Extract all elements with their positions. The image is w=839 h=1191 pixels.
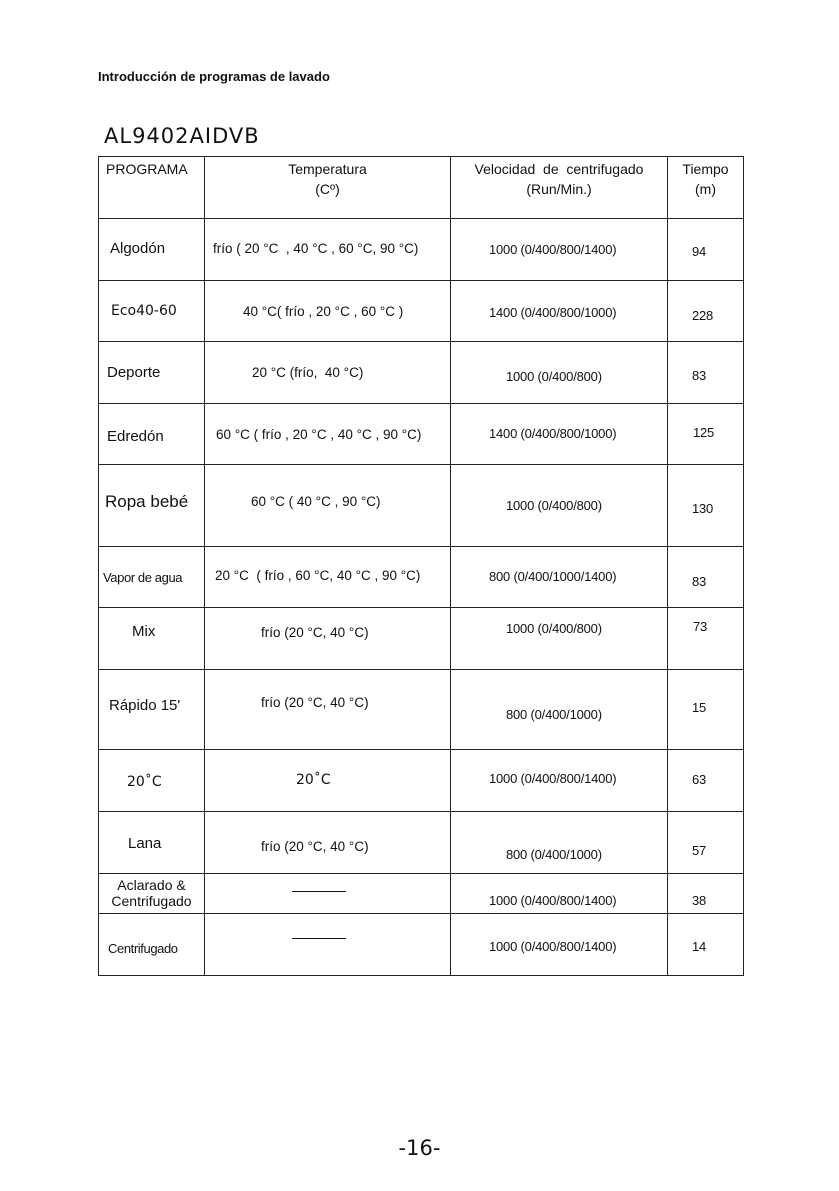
speed-value: 1400 (0/400/800/1000) — [489, 426, 617, 441]
program-name: Deporte — [107, 364, 161, 381]
temperature-value: 60 °C ( frío , 20 °C , 40 °C , 90 °C) — [216, 427, 422, 442]
time-value: 14 — [692, 939, 707, 954]
header-speed-line2: (Run/Min.) — [526, 181, 592, 197]
program-cell — [99, 404, 205, 465]
time-cell — [668, 750, 744, 812]
program-name: Mix — [132, 623, 156, 640]
table-row — [99, 219, 744, 281]
speed-value: 800 (0/400/1000) — [506, 847, 602, 862]
speed-cell — [451, 874, 668, 914]
header-speed-line1: Velocidad de centrifugado — [474, 161, 644, 177]
program-name: Algodón — [110, 240, 166, 257]
speed-cell — [451, 608, 668, 670]
time-cell — [668, 281, 744, 342]
temperature-cell — [205, 812, 451, 874]
temperature-value: 20˚C — [296, 772, 331, 788]
header-temperature-line2: (Cº) — [315, 181, 340, 197]
header-program-label: PROGRAMA — [106, 161, 188, 177]
temperature-value: 20 °C (frío, 40 °C) — [252, 365, 364, 380]
time-value: 15 — [692, 700, 707, 715]
program-name: Lana — [128, 835, 162, 852]
temperature-cell — [205, 547, 451, 608]
time-cell — [668, 874, 744, 914]
program-name: Rápido 15' — [109, 697, 181, 714]
time-value: 57 — [692, 843, 707, 858]
temperature-cell — [205, 219, 451, 281]
speed-cell — [451, 465, 668, 547]
speed-value: 1000 (0/400/800) — [506, 498, 602, 513]
time-value: 125 — [693, 425, 715, 440]
program-name: Edredón — [107, 428, 164, 445]
time-cell — [668, 670, 744, 750]
speed-value: 1000 (0/400/800) — [506, 369, 602, 384]
time-value: 83 — [692, 574, 707, 589]
table-row — [99, 608, 744, 670]
table-row — [99, 465, 744, 547]
speed-cell — [451, 750, 668, 812]
page-number: -16- — [398, 1136, 441, 1160]
time-value: 130 — [692, 501, 714, 516]
time-cell — [668, 608, 744, 670]
time-value: 63 — [692, 772, 707, 787]
header-time-line1: Tiempo — [682, 161, 729, 177]
program-name: Eco40-60 — [111, 303, 177, 319]
time-cell — [668, 404, 744, 465]
temperature-value: 60 °C ( 40 °C , 90 °C) — [251, 494, 381, 509]
time-cell — [668, 914, 744, 976]
table-row — [99, 914, 744, 976]
table-row — [99, 812, 744, 874]
program-cell — [99, 342, 205, 404]
program-cell — [99, 281, 205, 342]
temperature-cell — [205, 404, 451, 465]
program-cell — [99, 874, 205, 914]
table-row — [99, 281, 744, 342]
table-row — [99, 750, 744, 812]
speed-cell — [451, 281, 668, 342]
temperature-cell — [205, 670, 451, 750]
program-cell — [99, 750, 205, 812]
temperature-value: 40 °C( frío , 20 °C , 60 °C ) — [243, 304, 404, 319]
table-row — [99, 547, 744, 608]
temperature-value: frío (20 °C, 40 °C) — [261, 839, 369, 854]
table-row — [99, 342, 744, 404]
speed-value: 1000 (0/400/800/1400) — [489, 242, 617, 257]
program-name: Centrifugado — [108, 941, 178, 956]
temperature-cell — [205, 342, 451, 404]
header-speed — [451, 157, 668, 219]
speed-cell — [451, 219, 668, 281]
section-heading: Introducción de programas de lavado — [98, 69, 330, 84]
program-name — [99, 874, 204, 909]
speed-cell — [451, 812, 668, 874]
time-cell — [668, 219, 744, 281]
temperature-value: frío ( 20 °C , 40 °C , 60 °C, 90 °C) — [213, 241, 419, 256]
temperature-cell — [205, 608, 451, 670]
speed-value: 1000 (0/400/800) — [506, 621, 602, 636]
speed-value: 800 (0/400/1000/1400) — [489, 569, 617, 584]
speed-value: 1000 (0/400/800/1400) — [489, 771, 617, 786]
header-time-line2: (m) — [695, 181, 716, 197]
program-cell — [99, 608, 205, 670]
temperature-none — [205, 874, 450, 892]
program-name: Vapor de agua — [103, 570, 183, 585]
header-program — [99, 157, 205, 219]
program-name-line2: Centrifugado — [111, 893, 192, 909]
time-value: 94 — [692, 244, 707, 259]
program-cell — [99, 547, 205, 608]
time-value: 38 — [692, 893, 707, 908]
temperature-none — [205, 914, 450, 939]
time-cell — [668, 812, 744, 874]
time-value: 73 — [693, 619, 708, 634]
program-name: 20˚C — [127, 774, 162, 790]
dash-line — [292, 938, 346, 939]
temperature-value: frío (20 °C, 40 °C) — [261, 695, 369, 710]
header-row — [99, 157, 744, 219]
speed-cell — [451, 547, 668, 608]
header-temperature — [205, 157, 451, 219]
speed-cell — [451, 670, 668, 750]
temperature-cell — [205, 914, 451, 976]
table-row — [99, 404, 744, 465]
speed-value: 1400 (0/400/800/1000) — [489, 305, 617, 320]
temperature-value: 20 °C ( frío , 60 °C, 40 °C , 90 °C) — [215, 568, 421, 583]
program-cell — [99, 812, 205, 874]
speed-cell — [451, 342, 668, 404]
program-cell — [99, 465, 205, 547]
programs-table — [98, 156, 744, 976]
program-name-line1: Aclarado & — [117, 877, 186, 893]
program-cell — [99, 670, 205, 750]
program-cell — [99, 219, 205, 281]
model-number: AL9402AIDVB — [104, 124, 260, 148]
temperature-cell — [205, 281, 451, 342]
header-temperature-line1: Temperatura — [288, 161, 367, 177]
speed-value: 1000 (0/400/800/1400) — [489, 939, 617, 954]
time-value: 83 — [692, 368, 707, 383]
program-name: Ropa bebé — [105, 492, 189, 511]
dash-line — [292, 891, 346, 892]
temperature-cell — [205, 750, 451, 812]
speed-cell — [451, 404, 668, 465]
time-cell — [668, 342, 744, 404]
speed-cell — [451, 914, 668, 976]
temperature-cell — [205, 874, 451, 914]
table-row — [99, 874, 744, 914]
time-cell — [668, 547, 744, 608]
speed-value: 1000 (0/400/800/1400) — [489, 893, 617, 908]
time-value: 228 — [692, 308, 714, 323]
speed-value: 800 (0/400/1000) — [506, 707, 602, 722]
table-row — [99, 670, 744, 750]
temperature-value: frío (20 °C, 40 °C) — [261, 625, 369, 640]
header-time — [668, 157, 744, 219]
time-cell — [668, 465, 744, 547]
temperature-cell — [205, 465, 451, 547]
program-cell — [99, 914, 205, 976]
